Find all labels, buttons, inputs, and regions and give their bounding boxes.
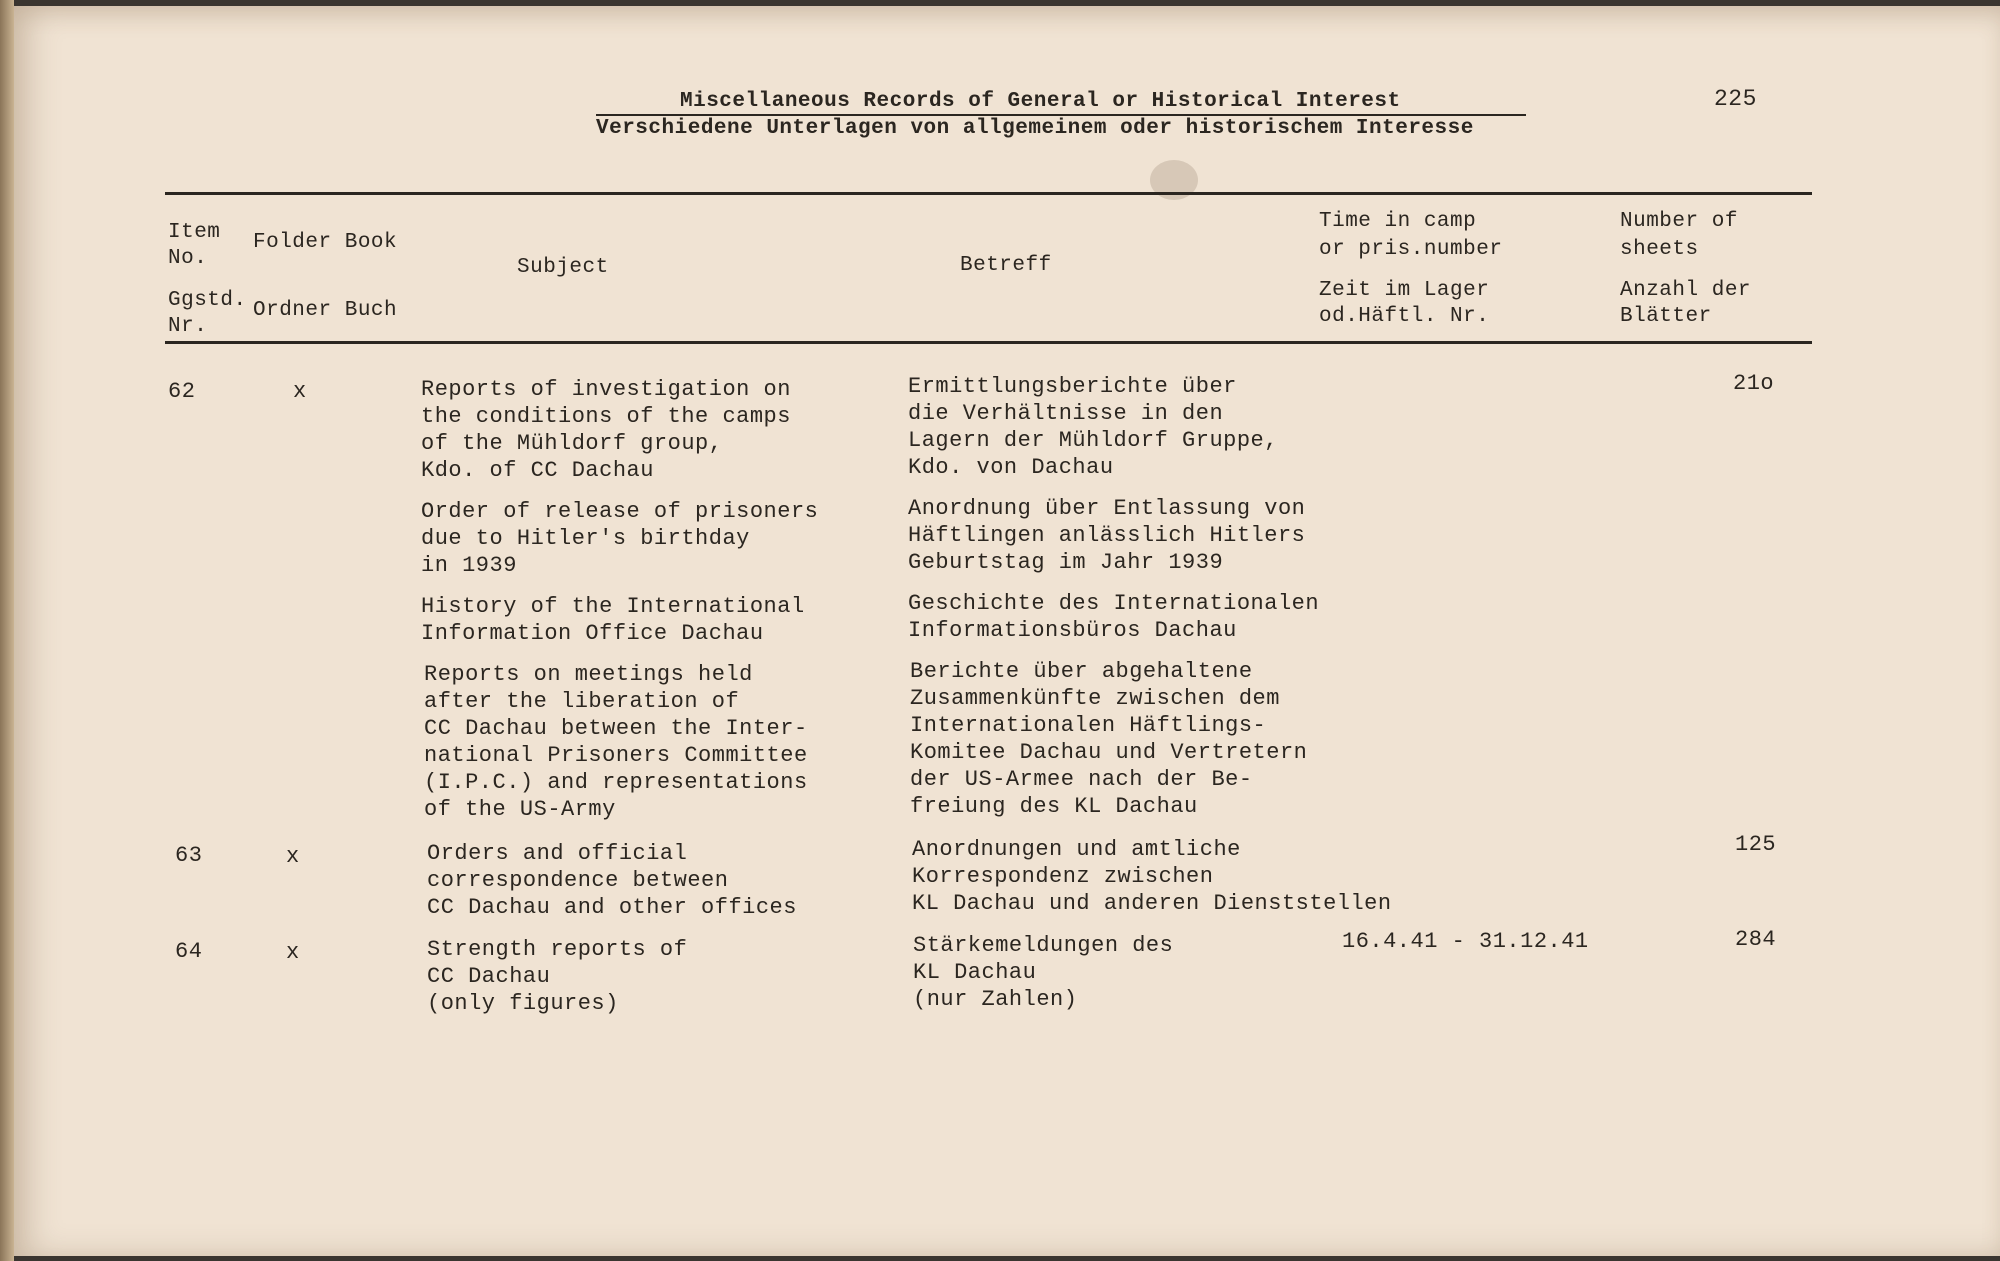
betreff-line: Anordnung über Entlassung von <box>908 496 1306 521</box>
subject-line: Order of release of prisoners <box>421 499 819 524</box>
row-62-item: 62 <box>168 379 196 404</box>
row-62-folder: x <box>293 379 307 404</box>
subject-line: (only figures) <box>427 991 619 1016</box>
subject-line: of the Mühldorf group, <box>421 431 723 456</box>
betreff-line: (nur Zahlen) <box>913 987 1078 1012</box>
subject-line: national Prisoners Committee <box>424 743 808 768</box>
betreff-line: Internationalen Häftlings- <box>910 713 1267 738</box>
row-64-sheets: 284 <box>1735 927 1777 952</box>
subject-line: CC Dachau <box>427 964 551 989</box>
subject-line: in 1939 <box>421 553 517 578</box>
subject-line: Reports on meetings held <box>424 662 753 687</box>
betreff-line: die Verhältnisse in den <box>908 401 1224 426</box>
subject-line: CC Dachau and other offices <box>427 895 797 920</box>
betreff-line: freiung des KL Dachau <box>910 794 1198 819</box>
page-number: 225 <box>1714 86 1757 112</box>
col-time-de-2: od.Häftl. Nr. <box>1319 305 1490 328</box>
betreff-line: Ermittlungsberichte über <box>908 374 1237 399</box>
subject-line: due to Hitler's birthday <box>421 526 750 551</box>
col-sheets-en-2: sheets <box>1620 238 1699 261</box>
subject-line: CC Dachau between the Inter- <box>424 716 808 741</box>
betreff-line: KL Dachau <box>913 960 1037 985</box>
row-63-item: 63 <box>175 843 203 868</box>
col-item-en-1: Item <box>168 221 221 244</box>
col-time-en-1: Time in camp <box>1319 210 1477 233</box>
col-item-en-2: No. <box>168 247 208 270</box>
betreff-line: KL Dachau und anderen Dienststellen <box>912 891 1392 916</box>
row-64-folder: x <box>286 940 300 965</box>
col-folder-book-en: Folder Book <box>253 231 398 254</box>
subject-line: the conditions of the camps <box>421 404 791 429</box>
title-english: Miscellaneous Records of General or Historical Interest <box>680 90 1401 113</box>
betreff-line: Berichte über abgehaltene <box>910 659 1253 684</box>
subject-line: Orders and official <box>427 841 688 866</box>
betreff-line: Komitee Dachau und Vertretern <box>910 740 1308 765</box>
betreff-line: Geburtstag im Jahr 1939 <box>908 550 1224 575</box>
subject-line: after the liberation of <box>424 689 740 714</box>
betreff-line: der US-Armee nach der Be- <box>910 767 1253 792</box>
col-subject: Subject <box>517 256 609 279</box>
betreff-line: Informationsbüros Dachau <box>908 618 1237 643</box>
subject-line: Information Office Dachau <box>421 621 764 646</box>
betreff-line: Häftlingen anlässlich Hitlers <box>908 523 1306 548</box>
col-sheets-en-1: Number of <box>1620 210 1738 233</box>
book-spine <box>0 0 14 1261</box>
title-german: Verschiedene Unterlagen von allgemeinem oder historischem Interesse <box>596 117 1474 140</box>
betreff-line: Korrespondenz zwischen <box>912 864 1214 889</box>
header-bottom-rule <box>165 341 1812 344</box>
betreff-line: Lagern der Mühldorf Gruppe, <box>908 428 1278 453</box>
row-63-folder: x <box>286 844 300 869</box>
col-folder-book-de: Ordner Buch <box>253 299 398 322</box>
row-63-sheets: 125 <box>1735 832 1777 857</box>
subject-line: of the US-Army <box>424 797 616 822</box>
col-time-de-1: Zeit im Lager <box>1319 279 1490 302</box>
betreff-line: Zusammenkünfte zwischen dem <box>910 686 1280 711</box>
subject-line: Strength reports of <box>427 937 688 962</box>
header-top-rule <box>165 192 1812 195</box>
col-sheets-de-1: Anzahl der <box>1620 279 1752 302</box>
subject-line: Kdo. of CC Dachau <box>421 458 654 483</box>
subject-line: Reports of investigation on <box>421 377 791 402</box>
col-item-de-1: Ggstd. <box>168 289 247 312</box>
betreff-line: Kdo. von Dachau <box>908 455 1114 480</box>
row-62-sheets: 21o <box>1733 371 1775 396</box>
col-item-de-2: Nr. <box>168 315 208 338</box>
betreff-line: Stärkemeldungen des <box>913 933 1174 958</box>
col-betreff: Betreff <box>960 254 1052 277</box>
col-time-en-2: or pris.number <box>1319 238 1503 261</box>
betreff-line: Anordnungen und amtliche <box>912 837 1241 862</box>
row-64-time: 16.4.41 - 31.12.41 <box>1342 929 1589 954</box>
subject-line: correspondence between <box>427 868 729 893</box>
betreff-line: Geschichte des Internationalen <box>908 591 1320 616</box>
subject-line: (I.P.C.) and representations <box>424 770 808 795</box>
subject-line: History of the International <box>421 594 805 619</box>
col-sheets-de-2: Blätter <box>1620 305 1712 328</box>
row-64-item: 64 <box>175 939 203 964</box>
